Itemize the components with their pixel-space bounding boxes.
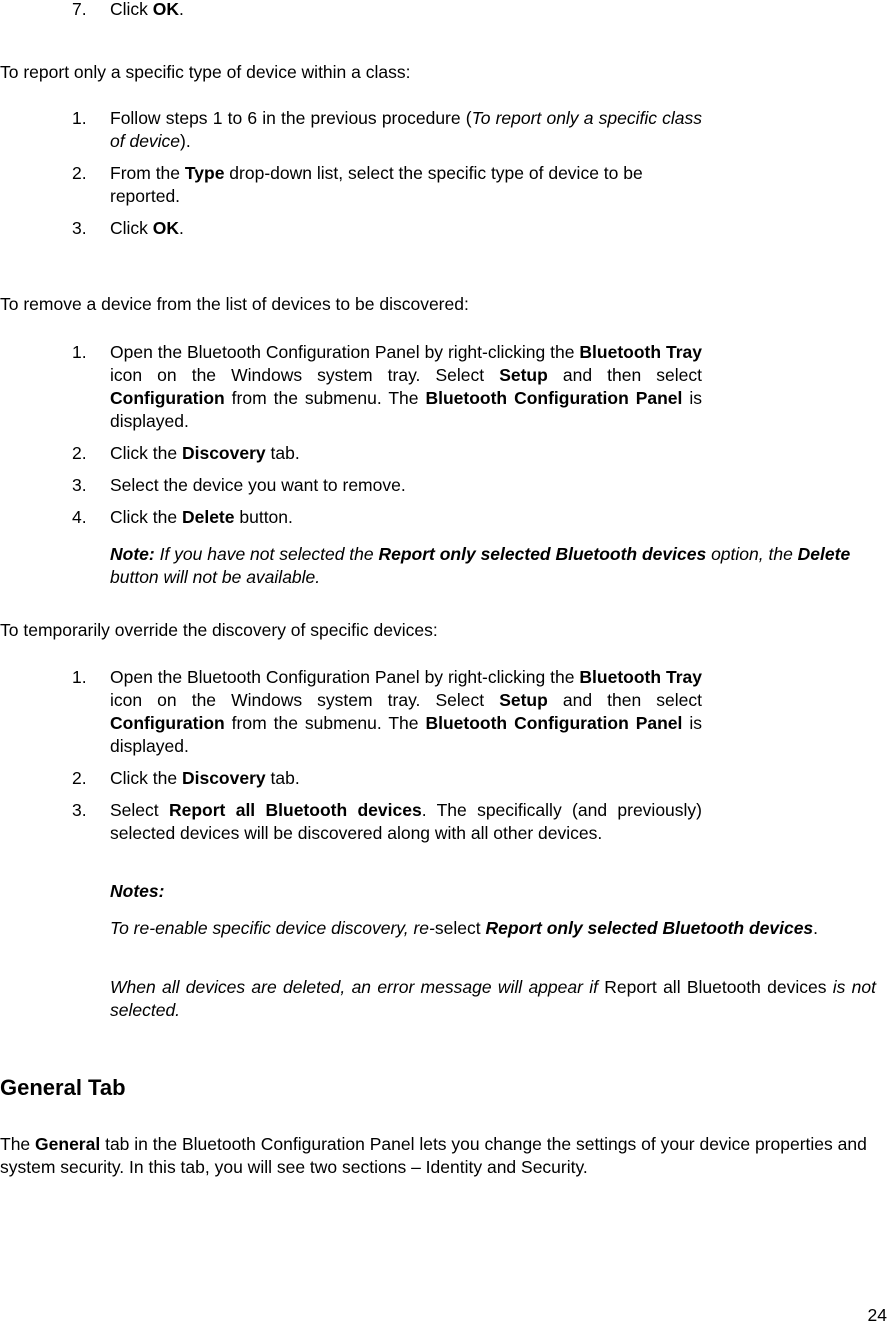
- general-tab-description: The General tab in the Bluetooth Configuration Panel lets you change the settings of your device properties and system security. In this tab, you will see two sections – Identity and Security.: [0, 1134, 867, 1177]
- section-intro-override-discovery: To temporarily override the discovery of specific devices:: [0, 620, 438, 640]
- section-heading-general-tab: General Tab: [0, 1075, 126, 1100]
- list-item: 3. Click OK.: [72, 218, 184, 238]
- list-item: 1. Open the Bluetooth Configuration Panel by right-clicking the Bluetooth Tray icon on the Windows system tray. Select Setup and then select Configuration from the submenu. The Bluetooth Configuration Panel is displayed.: [72, 342, 703, 431]
- note-reenable-discovery: To re-enable specific device discovery, re-select Report only selected Bluetooth devices.: [110, 918, 819, 938]
- note-delete-availability: Note: If you have not selected the Report only selected Bluetooth devices option, the Delete button will not be available.: [110, 544, 851, 587]
- list-item: 2. Click the Discovery tab.: [72, 443, 300, 463]
- list-item: 3. Select the device you want to remove.: [72, 475, 406, 495]
- item-number: 7.: [72, 0, 87, 19]
- steps-override-discovery: [72, 666, 702, 854]
- list-item: 1. Open the Bluetooth Configuration Panel by right-clicking the Bluetooth Tray icon on the Windows system tray. Select Setup and then select Configuration from the submenu. The Bluetooth Configuration Panel is displayed.: [72, 667, 703, 756]
- list-item: 1. Follow steps 1 to 6 in the previous procedure (To report only a specific class of device).: [72, 108, 702, 151]
- page-number: 24: [867, 1305, 887, 1325]
- list-item: 2. Click the Discovery tab.: [72, 768, 300, 788]
- list-continued: [72, 0, 702, 30]
- steps-remove-device: [72, 341, 702, 538]
- list-item: 7. Click OK.: [72, 0, 184, 19]
- steps-report-type: [72, 107, 702, 249]
- list-item: 3. Select Report all Bluetooth devices. The specifically (and previously) selected devices will be discovered along with all other devices.: [72, 800, 702, 843]
- section-intro-report-type: To report only a specific type of device within a class:: [0, 62, 411, 82]
- note-error-message: When all devices are deleted, an error message will appear if Report all Bluetooth devices is not selected.: [110, 977, 876, 1020]
- section-intro-remove-device: To remove a device from the list of devices to be discovered:: [0, 294, 469, 314]
- notes-label: Notes:: [110, 881, 165, 901]
- list-item: 2. From the Type drop-down list, select the specific type of device to be reported.: [72, 163, 643, 206]
- list-item: 4. Click the Delete button.: [72, 507, 293, 527]
